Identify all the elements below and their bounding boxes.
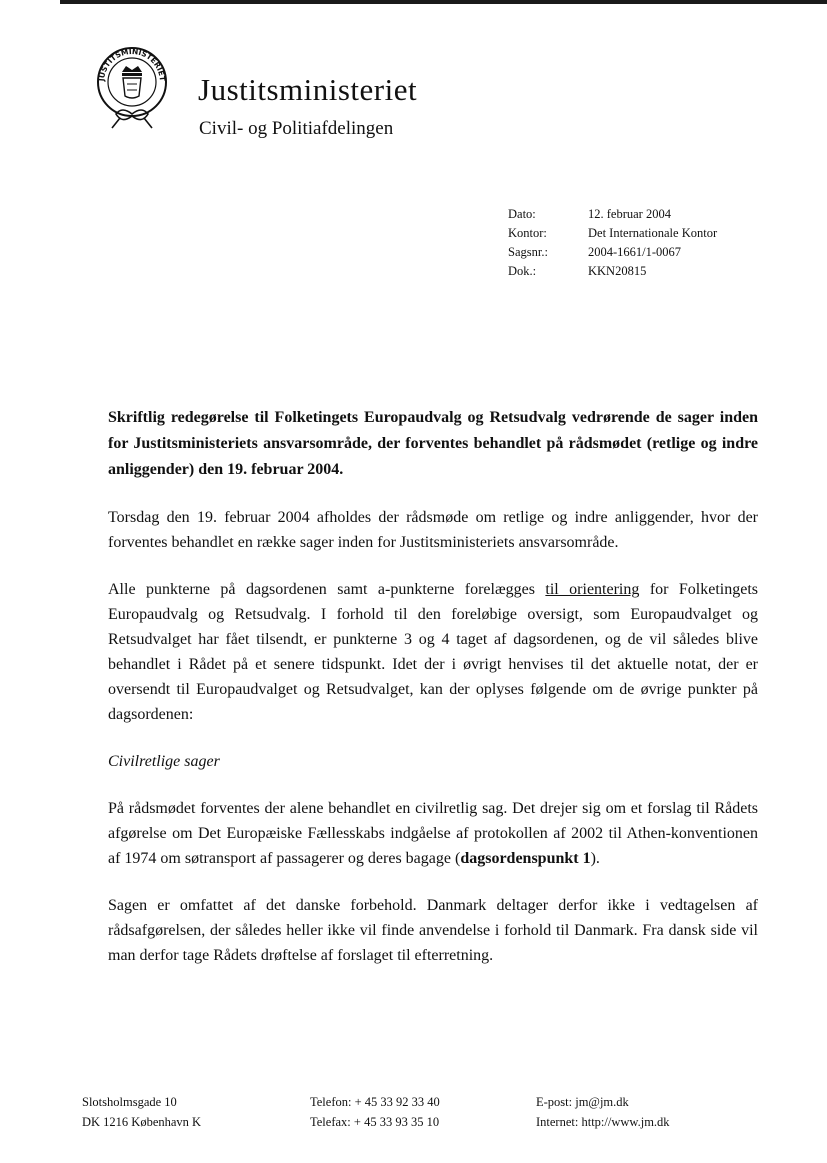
meta-value: 12. februar 2004: [588, 207, 671, 221]
footer-phone: [310, 1092, 440, 1132]
paragraph-3-end: ).: [590, 850, 600, 867]
meta-value: 2004-1661/1-0067: [588, 245, 682, 259]
svg-text:JUSTITSMINISTERIET: [97, 47, 167, 83]
paragraph-2: [108, 577, 758, 727]
department-name: Civil- og Politiafdelingen: [199, 118, 394, 139]
footer-street: Slotsholmsgade 10: [82, 1095, 177, 1109]
paragraph-1: Torsdag den 19. februar 2004 afholdes der rådsmøde om retlige og indre anliggender, hvor der forventes behandlet en række sager inden for Justitsministeriets ansvarsområde.: [108, 509, 758, 551]
ministry-seal-icon: [92, 42, 172, 134]
paragraph-2-start: Alle punkterne på dagsordenen samt a-punkterne forelægges: [108, 581, 546, 598]
seal-text: JUSTITSMINISTERIET: [96, 46, 168, 82]
top-border: [60, 0, 827, 4]
section-title: Civilretlige sager: [108, 753, 220, 770]
footer-city: DK 1216 København K: [82, 1115, 202, 1129]
footer-email: E-post: jm@jm.dk: [536, 1095, 629, 1109]
underlined-phrase: til orientering: [545, 581, 640, 598]
footer-website: Internet: http://www.jm.dk: [536, 1115, 670, 1129]
meta-value: Det Internationale Kontor: [588, 226, 718, 240]
meta-row-office: [508, 224, 717, 243]
meta-label: Dok.:: [508, 264, 537, 278]
footer-telephone: Telefon: + 45 33 92 33 40: [310, 1095, 440, 1109]
document-metadata: [508, 205, 717, 281]
organization-name: Justitsministeriet: [198, 72, 418, 107]
paragraph-4: Sagen er omfattet af det danske forbehold. Danmark deltager derfor ikke i vedtagelsen af rådsafgørelsen, der således heller ikke vil finde anvendelse i forhold til Danmark. Fra dansk side vil man derfor tage Rådets drøftelse af forslaget til efterretning.: [108, 897, 758, 964]
paragraph-3-start: På rådsmødet forventes der alene behandlet en civilretlig sag. Det drejer sig om et forslag til Rådets afgørelse om Det Europæiske Fællesskabs indgåelse af protokollen af 2002 til Athen-konventionen af 1974 om søtransport af passagerer og deres bagage (: [108, 800, 758, 867]
meta-label: Kontor:: [508, 226, 547, 240]
meta-row-date: [508, 205, 717, 224]
agenda-item-reference: dagsordenspunkt 1: [460, 850, 591, 867]
paragraph-2-end: for Folketingets Europaudvalg og Retsudvalg. I forhold til den foreløbige oversigt, som Europaudvalget og Retsudvalget har fået tilsendt, er punkterne 3 og 4 taget af dagsordenen, og de vil således blive behandlet i Rådet på et senere tidspunkt. Idet der i øvrigt henvises til det aktuelle notat, der er oversendt til Europaudvalget og Retsudvalget, kan der oplyses følgende om de øvrige punkter på dagsordenen:: [108, 581, 759, 723]
meta-label: Dato:: [508, 207, 536, 221]
meta-row-document: [508, 262, 717, 281]
meta-label: Sagsnr.:: [508, 245, 548, 259]
document-heading: Skriftlig redegørelse til Folketingets Europaudvalg og Retsudvalg vedrørende de sager inden for Justitsministeriets ansvarsområde, der forventes behandlet på rådsmødet (retlige og indre anliggender) den 19. februar 2004.: [108, 409, 758, 478]
paragraph-3: [108, 796, 758, 871]
footer-address: [82, 1092, 201, 1132]
footer-contact: [536, 1092, 670, 1132]
footer-telefax: Telefax: + 45 33 93 35 10: [310, 1115, 440, 1129]
meta-row-case-number: [508, 243, 717, 262]
meta-value: KKN20815: [588, 264, 647, 278]
document-body: [108, 405, 758, 990]
